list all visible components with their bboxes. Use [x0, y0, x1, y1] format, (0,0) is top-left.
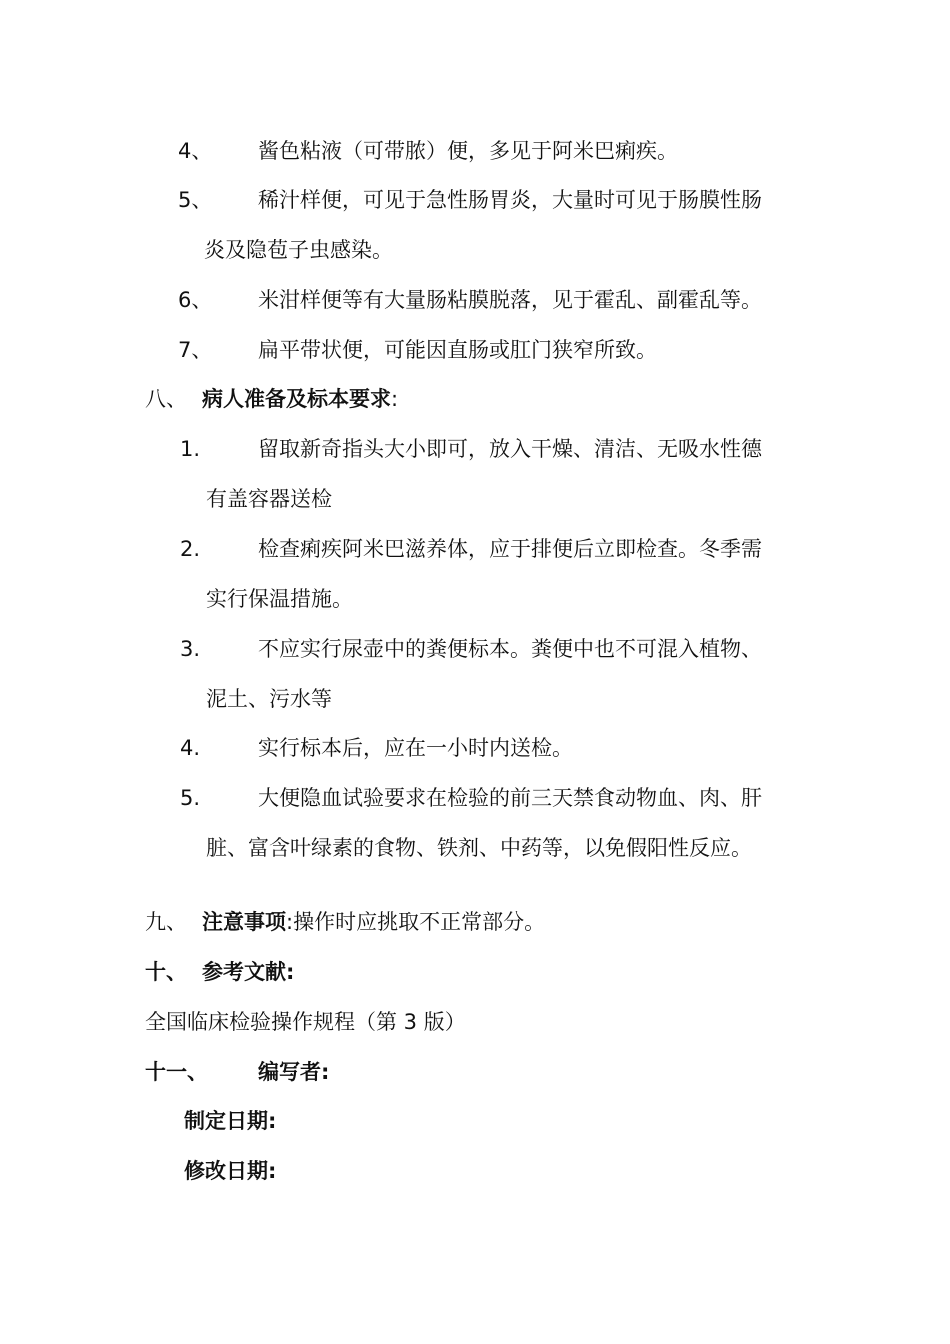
section-heading: [202, 384, 398, 414]
list-number: 5.: [180, 786, 201, 810]
list-item-text: 实行标本后，应在一小时内送检。: [258, 736, 573, 760]
list-number: 4、: [178, 139, 213, 163]
list-number: 2.: [180, 537, 201, 561]
revised-date-label: 修改日期:: [184, 1159, 277, 1183]
list-number: 3.: [180, 637, 201, 661]
list-item-text-cont: 实行保温措施。: [206, 587, 353, 611]
section-text: :操作时应挑取不正常部分。: [286, 910, 546, 934]
section-title: 注意事项: [202, 910, 286, 934]
section-colon: :: [391, 387, 399, 411]
list-item-text: 检查痢疾阿米巴滋养体，应于排便后立即检查。冬季需: [258, 537, 762, 561]
list-item-text: 不应实行尿壶中的粪便标本。粪便中也不可混入植物、: [258, 637, 762, 661]
list-item-text: 扁平带状便，可能因直肠或肛门狭窄所致。: [258, 338, 657, 362]
section-number: 八、: [145, 387, 187, 411]
section-title: 病人准备及标本要求: [202, 387, 391, 411]
list-number: 1.: [180, 437, 201, 461]
section-heading: [202, 907, 545, 937]
list-number: 6、: [178, 288, 213, 312]
list-item-text-cont: 有盖容器送检: [206, 487, 332, 511]
list-item-text-cont: 脏、富含叶绿素的食物、铁剂、中药等，以免假阳性反应。: [206, 836, 752, 860]
list-number: 5、: [178, 188, 213, 212]
list-number: 7、: [178, 338, 213, 362]
list-item-text: 留取新奇指头大小即可，放入干燥、清洁、无吸水性德: [258, 437, 762, 461]
list-item-text-cont: 炎及隐苞子虫感染。: [204, 238, 393, 262]
section-number: 十、: [145, 960, 187, 984]
reference-entry: 全国临床检验操作规程（第 3 版）: [145, 1010, 466, 1034]
list-number: 4.: [180, 736, 201, 760]
list-item-text: 米泔样便等有大量肠粘膜脱落，见于霍乱、副霍乱等。: [258, 288, 762, 312]
made-date-label: 制定日期:: [184, 1109, 277, 1133]
list-item-text: 酱色粘液（可带脓）便，多见于阿米巴痢疾。: [258, 139, 678, 163]
section-title: 编写者:: [258, 1060, 330, 1084]
section-title: 参考文献:: [202, 960, 295, 984]
list-item-text: 稀汁样便，可见于急性肠胃炎，大量时可见于肠膜性肠: [258, 188, 762, 212]
section-number: 十一、: [145, 1060, 208, 1084]
section-number: 九、: [145, 910, 187, 934]
list-item-text: 大便隐血试验要求在检验的前三天禁食动物血、肉、肝: [258, 786, 762, 810]
list-item-text-cont: 泥土、污水等: [206, 687, 332, 711]
